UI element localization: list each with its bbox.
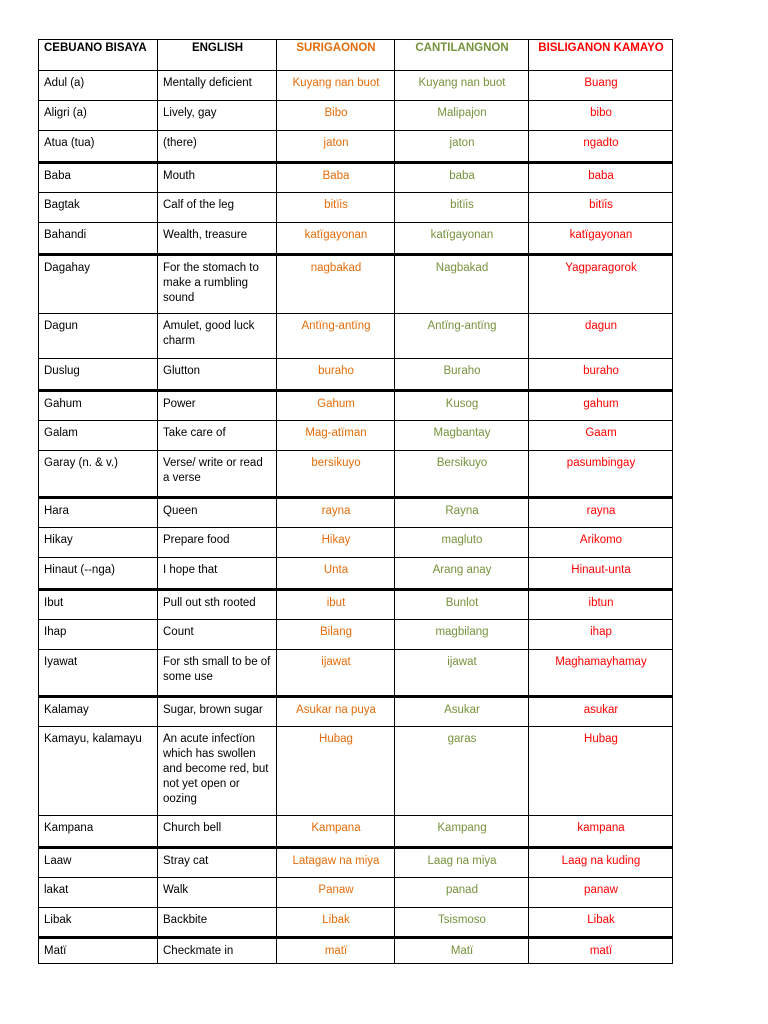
table-row (39, 938, 673, 964)
cell-surigaonon: bitïis (277, 193, 395, 223)
cell-cebuano: Ihap (39, 620, 158, 650)
cell-surigaonon: Baba (277, 163, 395, 193)
cell-english: For the stomach to make a rumbling sound (158, 255, 277, 314)
cell-english: For sth small to be of some use (158, 650, 277, 697)
cell-english: Power (158, 391, 277, 421)
cell-bisliganon: baba (529, 163, 673, 193)
table-row (39, 528, 673, 558)
cell-cebuano: Galam (39, 421, 158, 451)
cell-bisliganon: Gaam (529, 421, 673, 451)
cell-cantilangnon: Bunlot (395, 590, 529, 620)
cell-english: Stray cat (158, 848, 277, 878)
table-row (39, 131, 673, 163)
cell-english: Mentally deficient (158, 71, 277, 101)
table-row (39, 650, 673, 697)
cell-english: Backbite (158, 908, 277, 938)
cell-english: Walk (158, 878, 277, 908)
cell-surigaonon: Hikay (277, 528, 395, 558)
cell-cebuano: Gahum (39, 391, 158, 421)
cell-bisliganon: Yagparagorok (529, 255, 673, 314)
cell-cantilangnon: jaton (395, 131, 529, 163)
cell-surigaonon: katïgayonan (277, 223, 395, 255)
cell-cantilangnon: katïgayonan (395, 223, 529, 255)
cell-cebuano: Ibut (39, 590, 158, 620)
cell-english: Sugar, brown sugar (158, 697, 277, 727)
cell-cantilangnon: Matï (395, 938, 529, 964)
cell-cantilangnon: bitïis (395, 193, 529, 223)
cell-surigaonon: jaton (277, 131, 395, 163)
table-row (39, 498, 673, 528)
cell-cebuano: lakat (39, 878, 158, 908)
cell-bisliganon: Buang (529, 71, 673, 101)
cell-bisliganon: Hubag (529, 727, 673, 816)
cell-cantilangnon: Kusog (395, 391, 529, 421)
table-row (39, 848, 673, 878)
cell-english: Count (158, 620, 277, 650)
cell-bisliganon: gahum (529, 391, 673, 421)
cell-english: An acute infectïon which has swollen and become red, but not yet open or oozing (158, 727, 277, 816)
cell-bisliganon: ibtun (529, 590, 673, 620)
table-row (39, 101, 673, 131)
cell-surigaonon: ijawat (277, 650, 395, 697)
cell-bisliganon: dagun (529, 314, 673, 359)
cell-cantilangnon: magbilang (395, 620, 529, 650)
cell-cebuano: Kampana (39, 816, 158, 848)
cell-english: Pull out sth rooted (158, 590, 277, 620)
cell-cantilangnon: Arang anay (395, 558, 529, 590)
cell-surigaonon: Libak (277, 908, 395, 938)
table-row (39, 908, 673, 938)
cell-cantilangnon: Nagbakad (395, 255, 529, 314)
table-row (39, 878, 673, 908)
cell-bisliganon: ngadto (529, 131, 673, 163)
cell-surigaonon: ibut (277, 590, 395, 620)
table-body (39, 71, 673, 964)
cell-bisliganon: matï (529, 938, 673, 964)
cell-cantilangnon: ijawat (395, 650, 529, 697)
table-row (39, 620, 673, 650)
cell-cantilangnon: Magbantay (395, 421, 529, 451)
cell-cebuano: Aligri (a) (39, 101, 158, 131)
cell-cantilangnon: garas (395, 727, 529, 816)
cell-bisliganon: pasumbingay (529, 451, 673, 498)
cell-cantilangnon: magluto (395, 528, 529, 558)
cell-cantilangnon: Malipajon (395, 101, 529, 131)
cell-english: Lively, gay (158, 101, 277, 131)
cell-cebuano: Atua (tua) (39, 131, 158, 163)
cell-surigaonon: Antïng-antïng (277, 314, 395, 359)
cell-english: Checkmate in (158, 938, 277, 964)
table-row (39, 193, 673, 223)
cell-english: (there) (158, 131, 277, 163)
cell-english: Mouth (158, 163, 277, 193)
cell-cantilangnon: panad (395, 878, 529, 908)
cell-surigaonon: bersikuyo (277, 451, 395, 498)
cell-english: Prepare food (158, 528, 277, 558)
header-cantilangnon: CANTILANGNON (395, 40, 529, 71)
header-bisliganon: BISLIGANON KAMAYO (529, 40, 673, 71)
cell-cebuano: Garay (n. & v.) (39, 451, 158, 498)
cell-bisliganon: katïgayonan (529, 223, 673, 255)
cell-cantilangnon: Asukar (395, 697, 529, 727)
vocabulary-table (38, 39, 673, 964)
cell-cebuano: Matï (39, 938, 158, 964)
cell-cebuano: Iyawat (39, 650, 158, 697)
cell-cebuano: Dagun (39, 314, 158, 359)
cell-cantilangnon: Antïng-antïng (395, 314, 529, 359)
table-row (39, 255, 673, 314)
cell-bisliganon: bibo (529, 101, 673, 131)
cell-bisliganon: buraho (529, 359, 673, 391)
table-row (39, 391, 673, 421)
cell-cantilangnon: Kampang (395, 816, 529, 848)
cell-cebuano: Adul (a) (39, 71, 158, 101)
table-row (39, 451, 673, 498)
cell-cantilangnon: Bersikuyo (395, 451, 529, 498)
table-row (39, 727, 673, 816)
cell-surigaonon: Latagaw na miya (277, 848, 395, 878)
cell-cebuano: Baba (39, 163, 158, 193)
cell-english: Calf of the leg (158, 193, 277, 223)
cell-surigaonon: Asukar na puya (277, 697, 395, 727)
table-row (39, 421, 673, 451)
cell-surigaonon: nagbakad (277, 255, 395, 314)
cell-surigaonon: rayna (277, 498, 395, 528)
table-row (39, 359, 673, 391)
cell-cebuano: Duslug (39, 359, 158, 391)
cell-cantilangnon: Buraho (395, 359, 529, 391)
table-row (39, 558, 673, 590)
cell-surigaonon: buraho (277, 359, 395, 391)
cell-bisliganon: Arikomo (529, 528, 673, 558)
cell-english: Queen (158, 498, 277, 528)
table-row (39, 163, 673, 193)
table-row (39, 697, 673, 727)
cell-cebuano: Bahandi (39, 223, 158, 255)
cell-cebuano: Libak (39, 908, 158, 938)
header-surigaonon: SURIGAONON (277, 40, 395, 71)
cell-english: Amulet, good luck charm (158, 314, 277, 359)
table-row (39, 816, 673, 848)
cell-bisliganon: ihap (529, 620, 673, 650)
cell-english: Wealth, treasure (158, 223, 277, 255)
cell-bisliganon: Libak (529, 908, 673, 938)
cell-surigaonon: Mag-atïman (277, 421, 395, 451)
table-row (39, 71, 673, 101)
cell-english: Verse/ write or read a verse (158, 451, 277, 498)
cell-cebuano: Kamayu, kalamayu (39, 727, 158, 816)
cell-cebuano: Hikay (39, 528, 158, 558)
cell-surigaonon: Kuyang nan buot (277, 71, 395, 101)
cell-surigaonon: matï (277, 938, 395, 964)
cell-bisliganon: Laag na kuding (529, 848, 673, 878)
header-cebuano: CEBUANO BISAYA (39, 40, 158, 71)
cell-cebuano: Laaw (39, 848, 158, 878)
cell-english: I hope that (158, 558, 277, 590)
cell-cantilangnon: Rayna (395, 498, 529, 528)
cell-cantilangnon: baba (395, 163, 529, 193)
cell-bisliganon: kampana (529, 816, 673, 848)
cell-cebuano: Hinaut (--nga) (39, 558, 158, 590)
cell-cantilangnon: Tsismoso (395, 908, 529, 938)
cell-surigaonon: Panaw (277, 878, 395, 908)
cell-cebuano: Kalamay (39, 697, 158, 727)
cell-bisliganon: bitïis (529, 193, 673, 223)
cell-surigaonon: Hubag (277, 727, 395, 816)
cell-surigaonon: Gahum (277, 391, 395, 421)
cell-cebuano: Bagtak (39, 193, 158, 223)
cell-bisliganon: panaw (529, 878, 673, 908)
cell-english: Glutton (158, 359, 277, 391)
cell-cebuano: Hara (39, 498, 158, 528)
cell-english: Church bell (158, 816, 277, 848)
cell-surigaonon: Unta (277, 558, 395, 590)
cell-surigaonon: Bibo (277, 101, 395, 131)
cell-cebuano: Dagahay (39, 255, 158, 314)
table-row (39, 223, 673, 255)
cell-bisliganon: rayna (529, 498, 673, 528)
cell-surigaonon: Bilang (277, 620, 395, 650)
header-row (39, 40, 673, 71)
cell-bisliganon: Hinaut-unta (529, 558, 673, 590)
cell-surigaonon: Kampana (277, 816, 395, 848)
cell-english: Take care of (158, 421, 277, 451)
table-row (39, 314, 673, 359)
cell-bisliganon: Maghamayhamay (529, 650, 673, 697)
header-english: ENGLISH (158, 40, 277, 71)
cell-bisliganon: asukar (529, 697, 673, 727)
cell-cantilangnon: Laag na miya (395, 848, 529, 878)
table-row (39, 590, 673, 620)
cell-cantilangnon: Kuyang nan buot (395, 71, 529, 101)
